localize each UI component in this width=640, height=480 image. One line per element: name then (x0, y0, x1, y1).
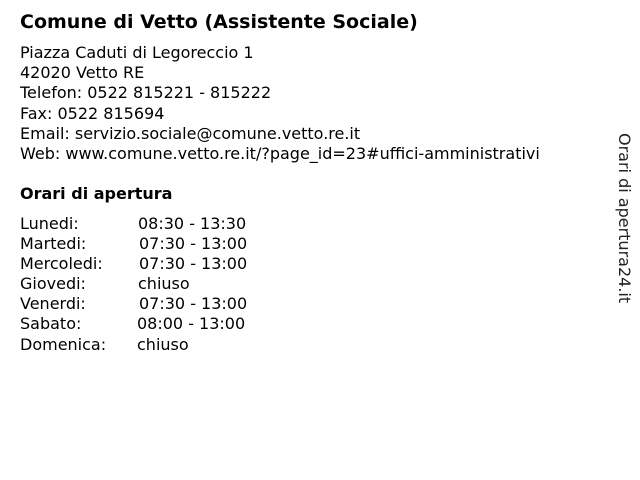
time-value: 07:30 - 13:00 (139, 234, 248, 254)
web-line: Web: www.comune.vetto.re.it/?page_id=23#uffici-amministrativi (20, 143, 540, 163)
day-label: Sabato: (20, 314, 82, 334)
phone-line: Telefon: 0522 815221 - 815222 (20, 83, 272, 103)
hours-row-wednesday (20, 254, 248, 274)
page-title: Comune di Vetto (Assistente Sociale) (20, 11, 418, 33)
day-label: Domenica: (20, 334, 107, 354)
hours-row-thursday (20, 274, 190, 294)
opening-hours-table (20, 214, 248, 355)
day-label: Mercoledi: (20, 254, 103, 274)
day-label: Martedi: (20, 234, 87, 254)
hours-row-friday (20, 294, 248, 314)
time-value: chiuso (137, 334, 189, 354)
day-label: Giovedi: (20, 274, 86, 294)
site-brand-vertical (614, 133, 634, 311)
contact-info (20, 43, 540, 164)
time-value: 07:30 - 13:00 (139, 254, 248, 274)
time-value: 08:00 - 13:00 (137, 314, 246, 334)
city-line: 42020 Vetto RE (20, 63, 145, 83)
time-value: 08:30 - 13:30 (138, 214, 247, 233)
hours-row-tuesday (20, 234, 248, 254)
hours-row-sunday (20, 334, 189, 355)
email-line: Email: servizio.sociale@comune.vetto.re.it (20, 123, 361, 143)
brand-text: Orari di apertura24.it (615, 133, 634, 304)
day-label: Venerdi: (20, 294, 86, 314)
time-value: chiuso (138, 274, 190, 294)
time-value: 07:30 - 13:00 (139, 294, 248, 314)
day-label: Lunedi: (20, 214, 79, 233)
address-line: Piazza Caduti di Legoreccio 1 (20, 43, 254, 62)
fax-line: Fax: 0522 815694 (20, 103, 165, 123)
hours-row-monday (20, 214, 247, 234)
opening-hours-heading: Orari di apertura (20, 184, 173, 203)
hours-row-saturday (20, 314, 246, 334)
